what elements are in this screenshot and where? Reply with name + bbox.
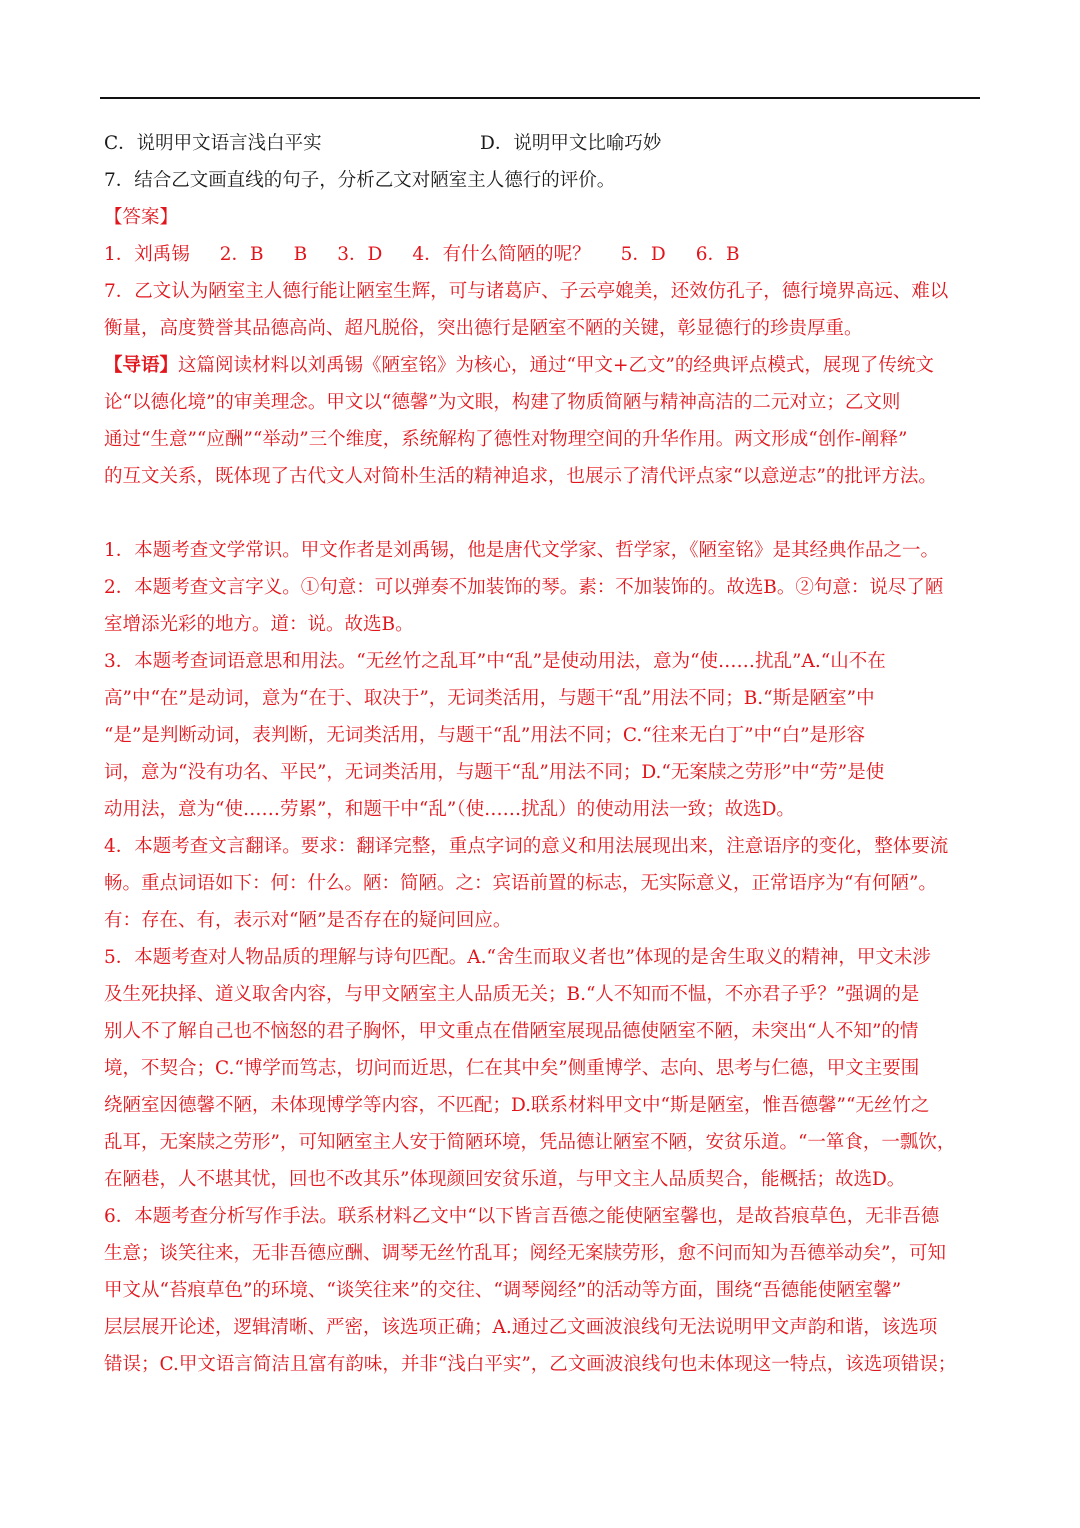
answer-item: 4．有什么简陋的呢？ — [412, 244, 591, 265]
explanation-line: 在陋巷，人不堪其忧，回也不改其乐”体现颜回安贫乐道，与甲文主人品质契合，能概括；故选D。 — [104, 1169, 906, 1190]
answer-item: 1．刘禹锡 — [104, 244, 190, 265]
guide-line: 的互文关系，既体现了古代文人对简朴生活的精神追求，也展示了清代评点家“以意逆志”的批评方法。 — [104, 466, 937, 487]
explanation-line: 4．本题考查文言翻译。要求：翻译完整，重点字词的意义和用法展现出来，注意语序的变化，整体要流 — [104, 836, 949, 857]
explanation-line: 词，意为“没有功名、平民”，无词类活用，与题干“乱”用法不同；D.“无案牍之劳形”中“劳”是使 — [104, 762, 885, 783]
document-body — [104, 125, 980, 1383]
explanation-line: 畅。重点词语如下：何：什么。陋：简陋。之：宾语前置的标志，无实际意义，正常语序为“有何陋”。 — [104, 873, 937, 894]
guide-line: 通过“生意”“应酬”“举动”三个维度，系统解构了德性对物理空间的升华作用。两文形成“创作-阐释” — [104, 429, 908, 450]
answer-7-line: 衡量，高度赞誉其品德高尚、超凡脱俗，突出德行是陋室不陋的关键，彰显德行的珍贵厚重。 — [104, 318, 863, 339]
explanation-line: 3．本题考查词语意思和用法。“无丝竹之乱耳”中“乱”是使动用法，意为“使……扰乱”A.“山不在 — [104, 651, 886, 672]
spacer — [104, 495, 980, 532]
explanations — [104, 532, 980, 1383]
answer-item: 3．D — [337, 244, 383, 265]
explanation-line: 室增添光彩的地方。道：说。故选B。 — [104, 614, 414, 635]
explanation-line: 2．本题考查文言字义。①句意：可以弹奏不加装饰的琴。素：不加装饰的。故选B。②句意：说尽了陋 — [104, 577, 944, 598]
option-c: C．说明甲文语言浅白平实 — [104, 133, 322, 154]
explanation-line: 生意；谈笑往来，无非吾德应酬、调琴无丝竹乱耳；阅经无案牍劳形，愈不问而知为吾德举动矣”，可知 — [104, 1243, 946, 1264]
header-rule — [100, 97, 980, 99]
answer-7-line: 7．乙文认为陋室主人德行能让陋室生辉，可与诸葛庐、子云亭媲美，还效仿孔子，德行境界高远、难以 — [104, 281, 949, 302]
explanation-line: 高”中“在”是动词，意为“在于、取决于”，无词类活用，与题干“乱”用法不同；B.“斯是陋室”中 — [104, 688, 875, 709]
guide-line: 论“以德化境”的审美理念。甲文以“德馨”为文眼，构建了物质简陋与精神高洁的二元对立；乙文则 — [104, 392, 901, 413]
explanation-line: 6．本题考查分析写作手法。联系材料乙文中“以下皆言吾德之能使陋室馨也，是故苔痕草色，无非吾德 — [104, 1206, 940, 1227]
guide-text: 这篇阅读材料以刘禹锡《陋室铭》为核心，通过“甲文+乙文”的经典评点模式，展现了传统文 — [178, 355, 934, 376]
explanation-line: 动用法，意为“使……劳累”，和题干中“乱”（使……扰乱）的使动用法一致；故选D。 — [104, 799, 795, 820]
explanation-line: 绕陋室因德馨不陋，未体现博学等内容，不匹配；D.联系材料甲文中“斯是陋室，惟吾德馨”“无丝竹之 — [104, 1095, 930, 1116]
explanation-line: 错误；C.甲文语言简洁且富有韵味，并非“浅白平实”，乙文画波浪线句也未体现这一特点，该选项错误； — [104, 1354, 957, 1375]
explanation-line: 乱耳，无案牍之劳形”，可知陋室主人安于简陋环境，凭品德让陋室不陋，安贫乐道。“一箪食，一瓢饮， — [104, 1132, 956, 1153]
answer-list — [104, 236, 980, 273]
answer-item: 6．B — [695, 244, 740, 265]
answer-item: 5．D — [620, 244, 666, 265]
explanation-line: 5．本题考查对人物品质的理解与诗句匹配。A.“舍生而取义者也”体现的是舍生取义的精神，甲文未涉 — [104, 947, 931, 968]
option-d: D．说明甲文比喻巧妙 — [480, 133, 662, 154]
explanation-line: 境，不契合；C.“博学而笃志，切问而近思，仁在其中矣”侧重博学、志向、思考与仁德，甲文主要围 — [104, 1058, 920, 1079]
explanation-line: 层层展开论述，逻辑清晰、严密，该选项正确；A.通过乙文画波浪线句无法说明甲文声韵和谐，该选项 — [104, 1317, 938, 1338]
guide-first-line — [104, 347, 980, 384]
explanation-line: 别人不了解自己也不恼怒的君子胸怀，甲文重点在借陋室展现品德使陋室不陋，未突出“人不知”的情 — [104, 1021, 919, 1042]
guide-label: 【导语】 — [104, 355, 179, 376]
explanation-line: 及生死抉择、道义取舍内容，与甲文陋室主人品质无关；B.“人不知而不愠，不亦君子乎？”强调的是 — [104, 984, 920, 1005]
explanation-line: “是”是判断动词，表判断，无词类活用，与题干“乱”用法不同；C.“往来无白丁”中“白”是形容 — [104, 725, 866, 746]
options-row — [104, 125, 980, 162]
answer-heading: 【答案】 — [104, 207, 179, 228]
explanation-line: 甲文从“苔痕草色”的环境、“谈笑往来”的交往、“调琴阅经”的活动等方面，围绕“吾德能使陋室馨” — [104, 1280, 902, 1301]
explanation-line: 1．本题考查文学常识。甲文作者是刘禹锡，他是唐代文学家、哲学家，《陋室铭》是其经典作品之一。 — [104, 540, 940, 561]
answer-item: 2．B — [219, 244, 264, 265]
answer-item: B — [293, 244, 308, 265]
question-7: 7．结合乙文画直线的句子，分析乙文对陋室主人德行的评价。 — [104, 170, 616, 191]
explanation-line: 有：存在、有，表示对“陋”是否存在的疑问回应。 — [104, 910, 512, 931]
